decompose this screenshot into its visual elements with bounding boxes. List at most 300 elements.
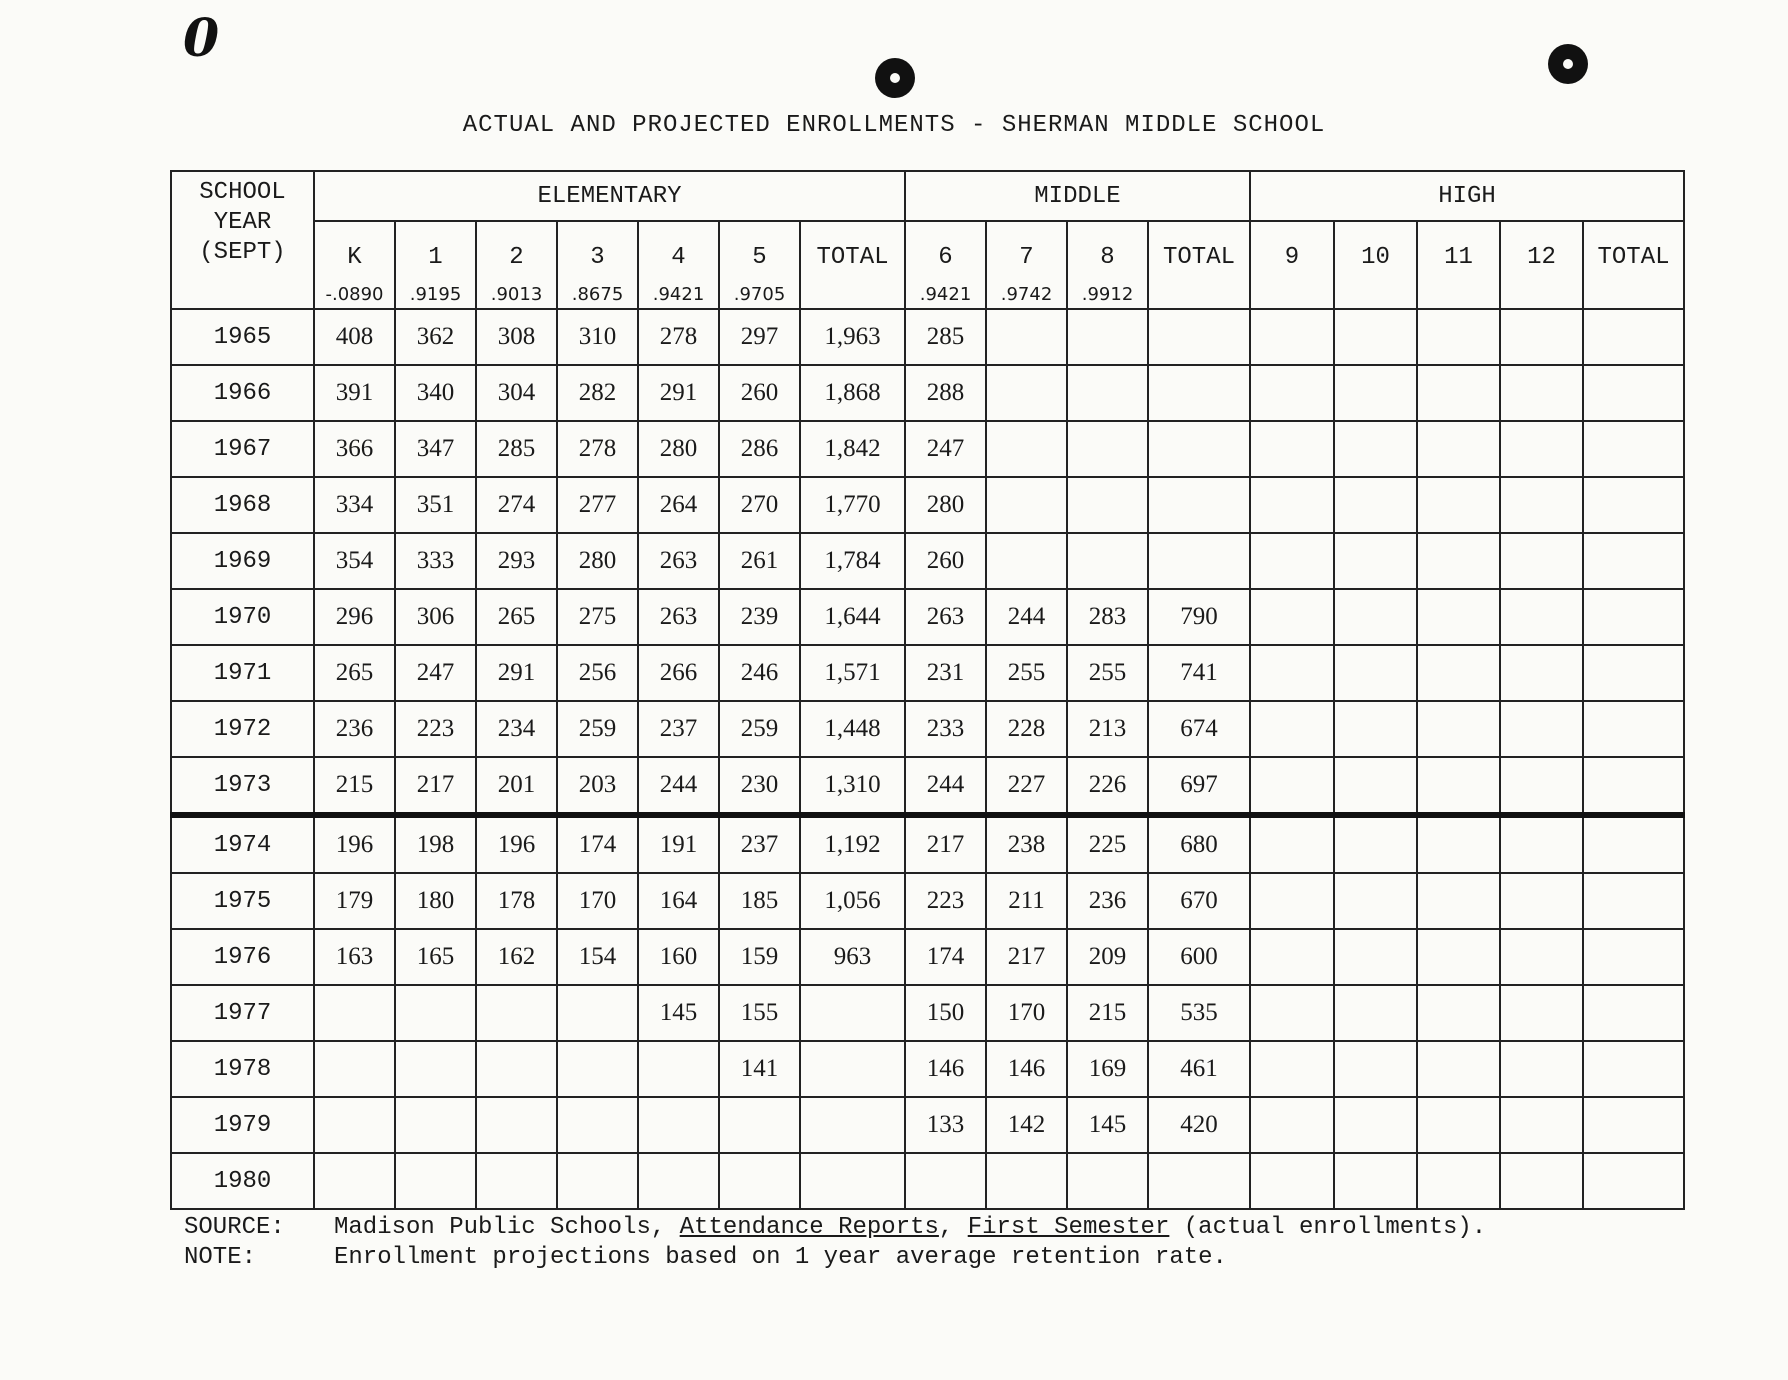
- grade-header-cell: [638, 221, 719, 309]
- school-year-cell: 1975: [171, 873, 314, 929]
- enrollment-cell: [719, 1153, 800, 1209]
- retention-rate: .9705: [733, 284, 786, 305]
- retention-rate: -.0890: [325, 284, 384, 305]
- enrollment-cell: 340: [395, 365, 476, 421]
- enrollment-cell: [1334, 815, 1417, 873]
- enrollment-cell: 278: [638, 309, 719, 365]
- enrollment-cell: 1,842: [800, 421, 905, 477]
- enrollment-cell: 263: [638, 533, 719, 589]
- enrollment-cell: 461: [1148, 1041, 1250, 1097]
- enrollment-cell: [1250, 701, 1334, 757]
- enrollment-cell: 1,868: [800, 365, 905, 421]
- enrollment-cell: 170: [557, 873, 638, 929]
- enrollment-cell: [800, 1041, 905, 1097]
- enrollment-cell: [1583, 929, 1684, 985]
- enrollment-cell: [1148, 309, 1250, 365]
- enrollment-cell: [1250, 421, 1334, 477]
- enrollment-cell: 142: [986, 1097, 1067, 1153]
- enrollment-cell: [1500, 477, 1583, 533]
- table-row: [171, 815, 1684, 873]
- enrollment-cell: [1334, 1041, 1417, 1097]
- enrollment-cell: 600: [1148, 929, 1250, 985]
- enrollment-cell: 420: [1148, 1097, 1250, 1153]
- corner-line-3: (SEPT): [199, 239, 286, 266]
- retention-rate: .9742: [1000, 284, 1053, 305]
- enrollment-cell: [638, 1097, 719, 1153]
- enrollment-cell: [1250, 815, 1334, 873]
- grade-header-cell: [800, 221, 905, 309]
- enrollment-cell: [1334, 985, 1417, 1041]
- grade-header-cell: [1148, 221, 1250, 309]
- middle-group-header: MIDDLE: [905, 171, 1250, 221]
- corner-line-2: YEAR: [213, 209, 272, 236]
- enrollment-cell: [1148, 1153, 1250, 1209]
- table-row: [171, 365, 1684, 421]
- enrollment-cell: 215: [314, 757, 395, 815]
- enrollment-cell: 1,770: [800, 477, 905, 533]
- enrollment-cell: [1067, 533, 1148, 589]
- enrollment-cell: 164: [638, 873, 719, 929]
- enrollment-cell: 236: [314, 701, 395, 757]
- enrollment-cell: 366: [314, 421, 395, 477]
- enrollment-cell: [1500, 645, 1583, 701]
- note-text: Enrollment projections based on 1 year average retention rate.: [334, 1244, 1227, 1271]
- enrollment-cell: 133: [905, 1097, 986, 1153]
- enrollment-cell: [1417, 1041, 1500, 1097]
- retention-rate: .9421: [652, 284, 705, 305]
- enrollment-cell: [1334, 701, 1417, 757]
- enrollment-cell: [1500, 757, 1583, 815]
- grade-header-cell: [719, 221, 800, 309]
- grade-header-cell: [395, 221, 476, 309]
- enrollment-cell: 291: [476, 645, 557, 701]
- enrollment-cell: 244: [638, 757, 719, 815]
- enrollment-cell: 674: [1148, 701, 1250, 757]
- enrollment-cell: 741: [1148, 645, 1250, 701]
- enrollment-cell: [1334, 365, 1417, 421]
- grade-label: 1: [428, 244, 443, 271]
- enrollment-cell: [1583, 1153, 1684, 1209]
- enrollment-cell: [1417, 1097, 1500, 1153]
- enrollment-cell: [314, 985, 395, 1041]
- retention-rate: [1251, 278, 1333, 284]
- school-year-cell: 1971: [171, 645, 314, 701]
- enrollment-cell: 170: [986, 985, 1067, 1041]
- table-row: [171, 1097, 1684, 1153]
- enrollment-cell: [1417, 701, 1500, 757]
- grade-label: 2: [509, 244, 524, 271]
- school-year-header: [171, 171, 314, 309]
- table-row: [171, 533, 1684, 589]
- enrollment-cell: [476, 1097, 557, 1153]
- enrollment-cell: 286: [719, 421, 800, 477]
- enrollment-cell: [1500, 701, 1583, 757]
- enrollment-cell: 1,310: [800, 757, 905, 815]
- retention-rate: [1501, 278, 1582, 284]
- enrollment-cell: [1500, 1153, 1583, 1209]
- source-publisher: Madison Public Schools,: [334, 1214, 680, 1241]
- school-year-cell: 1966: [171, 365, 314, 421]
- enrollment-cell: [314, 1041, 395, 1097]
- enrollment-cell: 165: [395, 929, 476, 985]
- enrollment-cell: [1500, 1041, 1583, 1097]
- retention-rate: [1335, 278, 1416, 284]
- enrollment-cell: 196: [314, 815, 395, 873]
- enrollment-cell: 215: [1067, 985, 1148, 1041]
- enrollment-cell: [476, 1153, 557, 1209]
- enrollment-cell: 535: [1148, 985, 1250, 1041]
- enrollment-cell: [1583, 477, 1684, 533]
- enrollment-cell: 155: [719, 985, 800, 1041]
- enrollment-cell: [638, 1041, 719, 1097]
- enrollment-cell: 217: [395, 757, 476, 815]
- enrollment-cell: 277: [557, 477, 638, 533]
- enrollment-cell: [314, 1097, 395, 1153]
- enrollment-cell: [1250, 477, 1334, 533]
- grade-label: 6: [938, 244, 953, 271]
- enrollment-cell: 160: [638, 929, 719, 985]
- source-report-title: Attendance Reports: [679, 1214, 939, 1241]
- elementary-group-header: ELEMENTARY: [314, 171, 905, 221]
- enrollment-cell: 234: [476, 701, 557, 757]
- enrollment-cell: 334: [314, 477, 395, 533]
- enrollment-cell: [1250, 1041, 1334, 1097]
- enrollment-cell: 213: [1067, 701, 1148, 757]
- grade-header-cell: [476, 221, 557, 309]
- enrollment-cell: [800, 1097, 905, 1153]
- enrollment-cell: 1,192: [800, 815, 905, 873]
- enrollment-cell: 680: [1148, 815, 1250, 873]
- enrollment-cell: [395, 1153, 476, 1209]
- enrollment-cell: 203: [557, 757, 638, 815]
- table-row: [171, 1041, 1684, 1097]
- enrollment-cell: 354: [314, 533, 395, 589]
- enrollment-cell: 233: [905, 701, 986, 757]
- retention-rate: .9912: [1081, 284, 1134, 305]
- enrollment-cell: 1,963: [800, 309, 905, 365]
- enrollment-cell: [1500, 421, 1583, 477]
- enrollment-cell: [1067, 421, 1148, 477]
- table-row: [171, 873, 1684, 929]
- grade-label: TOTAL: [1162, 244, 1235, 271]
- source-label: SOURCE:: [184, 1214, 285, 1241]
- enrollment-cell: 790: [1148, 589, 1250, 645]
- enrollment-cell: [1250, 1097, 1334, 1153]
- grade-label: K: [347, 244, 362, 271]
- table-row: [171, 645, 1684, 701]
- enrollment-cell: [1334, 421, 1417, 477]
- enrollment-cell: [1067, 477, 1148, 533]
- enrollment-cell: [1250, 645, 1334, 701]
- enrollment-cell: [1500, 1097, 1583, 1153]
- table-row: [171, 701, 1684, 757]
- enrollment-cell: 223: [905, 873, 986, 929]
- enrollment-cell: 236: [1067, 873, 1148, 929]
- enrollment-cell: 174: [905, 929, 986, 985]
- grade-header-cell: [1067, 221, 1148, 309]
- enrollment-cell: 201: [476, 757, 557, 815]
- enrollment-cell: [1500, 309, 1583, 365]
- retention-rate: .8675: [571, 284, 624, 305]
- grade-label: 11: [1444, 244, 1473, 271]
- enrollment-cell: [1334, 589, 1417, 645]
- enrollment-cell: [1583, 589, 1684, 645]
- enrollment-cell: 145: [638, 985, 719, 1041]
- document-title: ACTUAL AND PROJECTED ENROLLMENTS - SHERMAN MIDDLE SCHOOL: [462, 112, 1326, 139]
- enrollment-cell: 150: [905, 985, 986, 1041]
- grade-header-cell: [986, 221, 1067, 309]
- enrollment-cell: 306: [395, 589, 476, 645]
- enrollment-cell: 285: [476, 421, 557, 477]
- grade-label: TOTAL: [816, 244, 889, 271]
- enrollment-cell: [557, 985, 638, 1041]
- enrollment-cell: [986, 365, 1067, 421]
- enrollment-cell: 185: [719, 873, 800, 929]
- enrollment-cell: 169: [1067, 1041, 1148, 1097]
- enrollment-cell: 1,644: [800, 589, 905, 645]
- enrollment-cell: [1500, 929, 1583, 985]
- enrollment-cell: 211: [986, 873, 1067, 929]
- school-year-cell: 1979: [171, 1097, 314, 1153]
- high-group-header: HIGH: [1250, 171, 1684, 221]
- enrollment-cell: 347: [395, 421, 476, 477]
- enrollment-cell: 246: [719, 645, 800, 701]
- source-line: [184, 1213, 1486, 1243]
- source-text: [334, 1213, 1486, 1243]
- enrollment-cell: [986, 421, 1067, 477]
- enrollment-cell: 227: [986, 757, 1067, 815]
- grade-header-cell: [314, 221, 395, 309]
- grade-header-cell: [1417, 221, 1500, 309]
- enrollment-cell: 333: [395, 533, 476, 589]
- corner-line-1: SCHOOL: [199, 179, 286, 206]
- enrollment-cell: [1583, 701, 1684, 757]
- grade-header-cell: [1250, 221, 1334, 309]
- enrollment-cell: 265: [314, 645, 395, 701]
- retention-rate: .9013: [490, 284, 543, 305]
- enrollment-cell: 247: [395, 645, 476, 701]
- enrollment-cell: [1250, 589, 1334, 645]
- school-year-cell: 1970: [171, 589, 314, 645]
- enrollment-cell: [1250, 365, 1334, 421]
- retention-rate: [1418, 278, 1499, 284]
- enrollment-cell: 293: [476, 533, 557, 589]
- enrollment-cell: 180: [395, 873, 476, 929]
- enrollment-cell: [1067, 365, 1148, 421]
- enrollment-cell: 163: [314, 929, 395, 985]
- enrollment-cell: 263: [905, 589, 986, 645]
- table-row: [171, 421, 1684, 477]
- enrollment-cell: [1500, 365, 1583, 421]
- enrollment-cell: 261: [719, 533, 800, 589]
- retention-rate: [1584, 278, 1683, 284]
- enrollment-cell: 285: [905, 309, 986, 365]
- enrollment-cell: [1148, 533, 1250, 589]
- enrollment-cell: [1500, 873, 1583, 929]
- enrollment-cell: 280: [905, 477, 986, 533]
- enrollment-cell: [1583, 421, 1684, 477]
- enrollment-cell: 263: [638, 589, 719, 645]
- enrollment-cell: 145: [1067, 1097, 1148, 1153]
- table-row: [171, 757, 1684, 815]
- enrollment-cell: [1067, 309, 1148, 365]
- table-row: [171, 309, 1684, 365]
- grade-header-cell: [557, 221, 638, 309]
- enrollment-cell: [1334, 645, 1417, 701]
- enrollment-cell: [1334, 757, 1417, 815]
- enrollment-cell: [1417, 1153, 1500, 1209]
- table-row: [171, 477, 1684, 533]
- enrollment-cell: [476, 1041, 557, 1097]
- school-year-cell: 1969: [171, 533, 314, 589]
- enrollment-cell: 291: [638, 365, 719, 421]
- school-year-cell: 1967: [171, 421, 314, 477]
- enrollment-cell: 244: [986, 589, 1067, 645]
- grade-label: 12: [1527, 244, 1556, 271]
- enrollment-cell: 260: [719, 365, 800, 421]
- enrollment-cell: 304: [476, 365, 557, 421]
- enrollment-cell: 297: [719, 309, 800, 365]
- enrollment-cell: [1417, 477, 1500, 533]
- enrollment-cell: [1334, 873, 1417, 929]
- grade-label: 3: [590, 244, 605, 271]
- retention-rate: .9421: [919, 284, 972, 305]
- enrollment-cell: [1417, 309, 1500, 365]
- enrollment-cell: [905, 1153, 986, 1209]
- enrollment-cell: 351: [395, 477, 476, 533]
- enrollment-cell: [1250, 873, 1334, 929]
- enrollment-cell: 198: [395, 815, 476, 873]
- enrollment-cell: 362: [395, 309, 476, 365]
- enrollment-cell: 239: [719, 589, 800, 645]
- enrollment-cell: 283: [1067, 589, 1148, 645]
- enrollment-cell: 266: [638, 645, 719, 701]
- enrollment-cell: [1500, 815, 1583, 873]
- source-suffix: (actual enrollments).: [1169, 1214, 1487, 1241]
- enrollment-cell: [1250, 929, 1334, 985]
- enrollment-cell: 196: [476, 815, 557, 873]
- enrollment-cell: 179: [314, 873, 395, 929]
- grade-label: TOTAL: [1597, 244, 1670, 271]
- enrollment-cell: 159: [719, 929, 800, 985]
- enrollment-cell: 278: [557, 421, 638, 477]
- enrollment-cell: 280: [638, 421, 719, 477]
- enrollment-cell: [986, 533, 1067, 589]
- grade-header-row: [171, 221, 1684, 309]
- table-row: [171, 589, 1684, 645]
- enrollment-cell: [1417, 533, 1500, 589]
- enrollment-cell: [1417, 645, 1500, 701]
- enrollment-cell: 225: [1067, 815, 1148, 873]
- enrollment-cell: 146: [905, 1041, 986, 1097]
- enrollment-cell: 178: [476, 873, 557, 929]
- source-separator: ,: [938, 1214, 968, 1241]
- enrollment-cell: 217: [986, 929, 1067, 985]
- enrollment-cell: 670: [1148, 873, 1250, 929]
- enrollment-cell: 1,571: [800, 645, 905, 701]
- enrollment-cell: 162: [476, 929, 557, 985]
- enrollment-cell: 228: [986, 701, 1067, 757]
- enrollment-cell: [395, 1041, 476, 1097]
- enrollment-cell: [1583, 533, 1684, 589]
- enrollment-cell: [1334, 929, 1417, 985]
- enrollment-cell: 191: [638, 815, 719, 873]
- note-line: [184, 1243, 1486, 1273]
- enrollment-cell: 154: [557, 929, 638, 985]
- enrollment-cell: 308: [476, 309, 557, 365]
- enrollment-cell: [314, 1153, 395, 1209]
- enrollment-cell: 259: [557, 701, 638, 757]
- enrollment-cell: 310: [557, 309, 638, 365]
- enrollment-cell: 255: [1067, 645, 1148, 701]
- grade-label: 7: [1019, 244, 1034, 271]
- footer-notes: [184, 1213, 1486, 1273]
- table-row: [171, 1153, 1684, 1209]
- enrollment-cell: [1148, 421, 1250, 477]
- enrollment-cell: [986, 309, 1067, 365]
- enrollment-cell: [800, 985, 905, 1041]
- school-year-cell: 1968: [171, 477, 314, 533]
- enrollment-cell: [1417, 873, 1500, 929]
- school-year-cell: 1973: [171, 757, 314, 815]
- enrollment-cell: [1417, 929, 1500, 985]
- enrollment-table: [170, 170, 1685, 1210]
- enrollment-cell: 264: [638, 477, 719, 533]
- enrollment-cell: 146: [986, 1041, 1067, 1097]
- school-year-cell: 1974: [171, 815, 314, 873]
- enrollment-cell: 1,784: [800, 533, 905, 589]
- enrollment-cell: 255: [986, 645, 1067, 701]
- enrollment-cell: 231: [905, 645, 986, 701]
- enrollment-cell: 282: [557, 365, 638, 421]
- enrollment-cell: 260: [905, 533, 986, 589]
- source-semester: First Semester: [967, 1214, 1170, 1241]
- table-row: [171, 985, 1684, 1041]
- grade-header-cell: [1500, 221, 1583, 309]
- enrollment-cell: 237: [719, 815, 800, 873]
- enrollment-cell: 280: [557, 533, 638, 589]
- grade-label: 10: [1361, 244, 1390, 271]
- enrollment-cell: 256: [557, 645, 638, 701]
- enrollment-cell: [1583, 1041, 1684, 1097]
- enrollment-cell: [638, 1153, 719, 1209]
- enrollment-cell: [1250, 309, 1334, 365]
- enrollment-cell: 296: [314, 589, 395, 645]
- retention-rate: .9195: [409, 284, 462, 305]
- enrollment-cell: 238: [986, 815, 1067, 873]
- enrollment-cell: [1250, 757, 1334, 815]
- enrollment-cell: [1583, 985, 1684, 1041]
- enrollment-cell: [1334, 477, 1417, 533]
- retention-rate: [801, 278, 904, 284]
- handwritten-zero-mark: 0: [183, 8, 220, 69]
- enrollment-cell: 226: [1067, 757, 1148, 815]
- enrollment-cell: [1250, 1153, 1334, 1209]
- enrollment-cell: [1334, 1153, 1417, 1209]
- enrollment-cell: [1250, 985, 1334, 1041]
- grade-label: 8: [1100, 244, 1115, 271]
- enrollment-cell: [1250, 533, 1334, 589]
- enrollment-cell: 1,056: [800, 873, 905, 929]
- school-year-cell: 1965: [171, 309, 314, 365]
- enrollment-cell: 217: [905, 815, 986, 873]
- school-year-cell: 1976: [171, 929, 314, 985]
- enrollment-cell: [800, 1153, 905, 1209]
- enrollment-cell: [986, 1153, 1067, 1209]
- school-year-cell: 1980: [171, 1153, 314, 1209]
- grade-label: 5: [752, 244, 767, 271]
- school-year-cell: 1972: [171, 701, 314, 757]
